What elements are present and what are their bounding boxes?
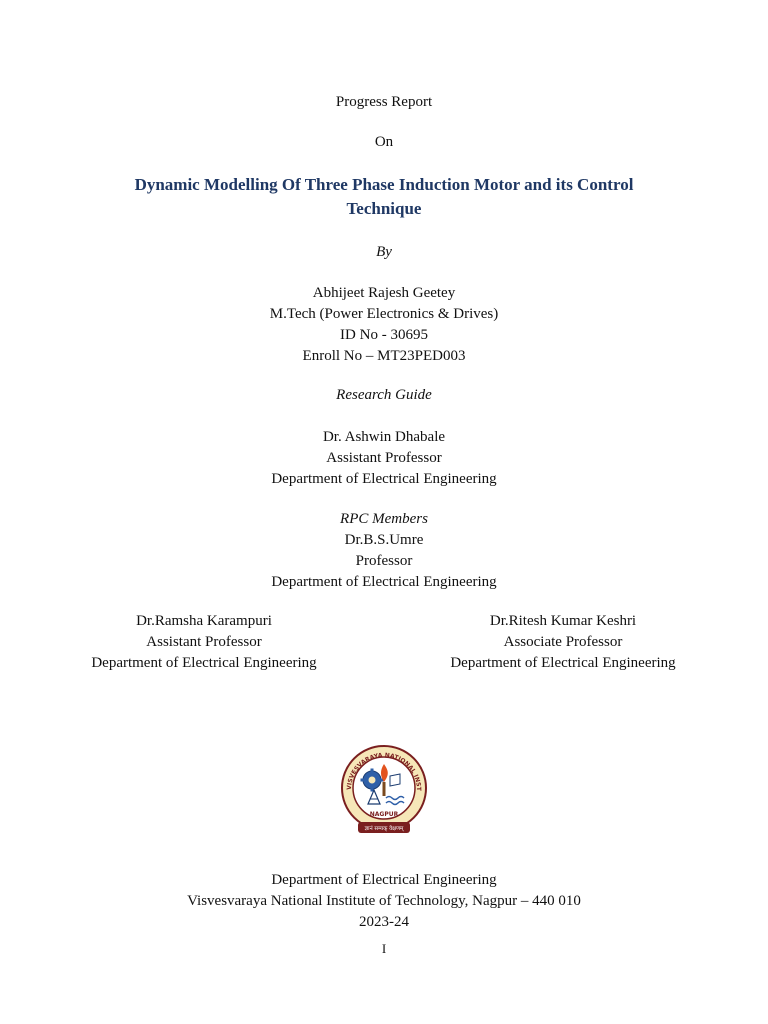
rpc-member2-designation: Assistant Professor	[146, 634, 262, 650]
rpc-member2-department: Department of Electrical Engineering	[91, 655, 317, 671]
rpc-member3-designation: Associate Professor	[503, 634, 623, 650]
rpc-section	[0, 509, 768, 593]
guide-name: Dr. Ashwin Dhabale	[322, 429, 446, 445]
footer-department: Department of Electrical Engineering	[271, 872, 497, 888]
seal-motto: ज्ञानं सम्यक् वेक्षणम्	[364, 826, 404, 832]
footer-year: 2023-24	[359, 914, 409, 930]
report-type: Progress Report	[335, 94, 433, 110]
rpc-member3	[442, 611, 684, 674]
rpc-member1-designation: Professor	[355, 553, 413, 569]
guide-department: Department of Electrical Engineering	[271, 471, 497, 487]
rpc-member1-name: Dr.B.S.Umre	[344, 532, 424, 548]
report-title: Dynamic Modelling Of Three Phase Induction Motor and its Control Technique	[134, 175, 634, 218]
page-number: I	[381, 941, 387, 956]
seal-bottom-text: NAGPUR	[369, 811, 399, 818]
footer	[0, 870, 768, 933]
by-label: By	[376, 244, 392, 260]
student-enroll: Enroll No – MT23PED003	[302, 348, 466, 364]
footer-institute: Visvesvaraya National Institute of Technology, Nagpur – 440 010	[187, 893, 581, 909]
student-details	[0, 283, 768, 367]
student-program: M.Tech (Power Electronics & Drives)	[269, 306, 499, 322]
guide-heading: Research Guide	[336, 387, 432, 403]
rpc-member2-name: Dr.Ramsha Karampuri	[136, 613, 272, 629]
guide-designation: Assistant Professor	[326, 450, 442, 466]
student-id: ID No - 30695	[340, 327, 428, 343]
student-name: Abhijeet Rajesh Geetey	[312, 285, 456, 301]
seal-ring-text: VISVESVARAYA NATIONAL INST	[345, 751, 423, 791]
rpc-member3-department: Department of Electrical Engineering	[450, 655, 676, 671]
rpc-member3-name: Dr.Ritesh Kumar Keshri	[489, 613, 637, 629]
rpc-heading: RPC Members	[340, 511, 428, 527]
guide-details	[0, 427, 768, 490]
institute-seal-icon	[338, 744, 430, 836]
on-label: On	[374, 134, 394, 150]
rpc-member2	[84, 611, 324, 674]
rpc-member1-department: Department of Electrical Engineering	[271, 574, 497, 590]
